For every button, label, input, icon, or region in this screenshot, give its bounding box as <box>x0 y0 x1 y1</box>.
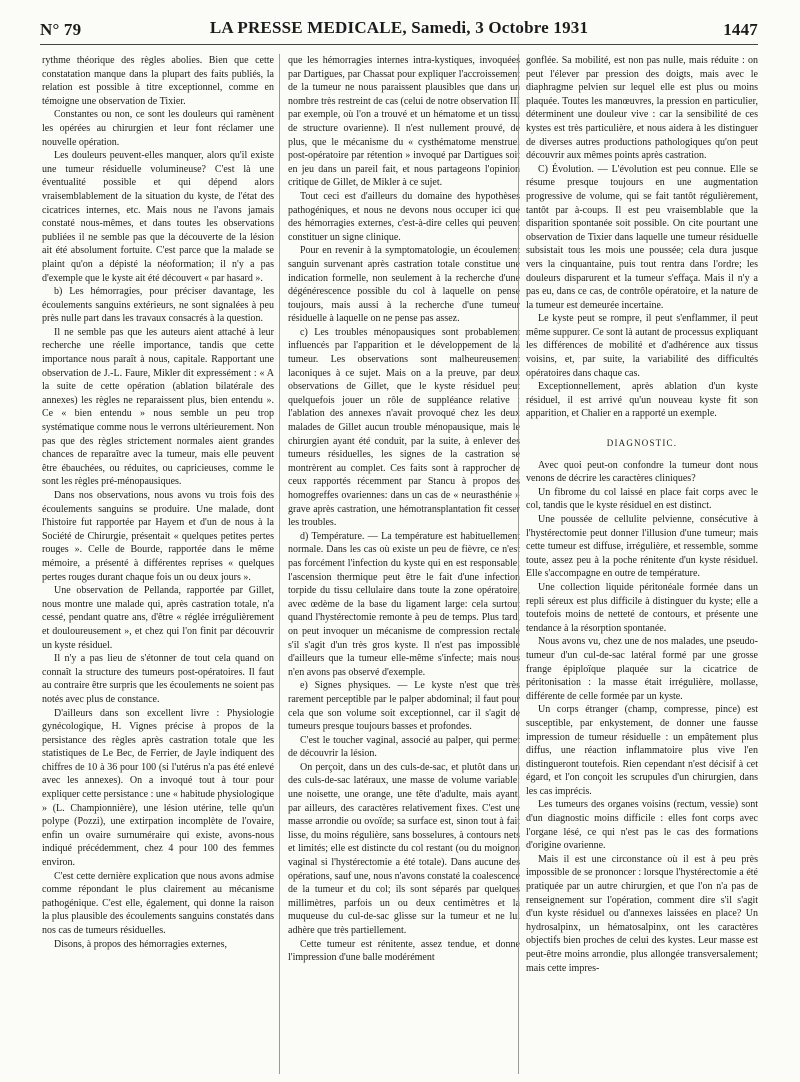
paragraph: C'est cette dernière explication que nous avons admise comme répondant le plus clairement au mécanisme pathogénique. C'est elle, également, qui donne la raison la plus plausible des écoulements sanguins constatés dans nos cas de tumeurs résiduelles. <box>42 870 274 936</box>
paragraph: Les tumeurs des organes voisins (rectum, vessie) sont d'un diagnostic moins difficile : elles font corps avec l'organe lésé, ce qui n'est pas le cas des formations d'origine ovarienne. <box>526 799 758 852</box>
paragraph: Constantes ou non, ce sont les douleurs qui ramènent les opérées au chirurgien et leur font réclamer une nouvelle opération. <box>42 109 274 148</box>
paragraph: Mais il est une circonstance où il est à peu près impossible de se prononcer : lorsque l'hystérectomie a été pratiquée par un autre chirurgien, et que l'on n'a pas de renseignement sur l'opération, comment dire s'il s'agit d'un kyste résiduel ou d'annexes laissées en place? Un hydrosalpinx, un hématosalpinx, ont les caractères objectifs bien proches de celui des kystes. Leur masse est peut-être moins arrondie, plus allongée transversalement; mais cette impres- <box>526 853 758 974</box>
issue-number: N° 79 <box>40 20 82 39</box>
paragraph: Exceptionnellement, après ablation d'un kyste résiduel, il est arrivé qu'un nouveau kyste fit son apparition, et Chalier en a rapporté un exemple. <box>526 381 758 420</box>
paragraph: Nous avons vu, chez une de nos malades, une pseudo-tumeur d'un cul-de-sac latéral formé par une grosse frange épiploïque plaquée sur la cicatrice de péritonisation : la masse était irrégulière, mollasse, différente de celle formée par un kyste. <box>526 636 758 702</box>
paragraph: Dans nos observations, nous avons vu trois fois des écoulements sanguins se produire. Une malade, dont l'histoire fut rapportée par Hayem et d'un de nous à la Société de Chirurgie, présentait « quelques petites pertes rouges ». Celle de Bourde, rapportée dans le même mémoire, a présenté à différentes reprises « quelques pertes rouges durant chaque fois un ou deux jours ». <box>42 490 274 583</box>
column-divider <box>518 54 519 1074</box>
paragraph: c) Les troubles ménopausiques sont probablement influencés par l'apparition et le développement de la tumeur. Les observations sont malheureusement laconiques à ce sujet. Mais on a la preuve, par deux observations de Gillet, que le kyste résiduel peut quelquefois jouer un rôle de suppléance relative : l'ablation des annexes n'avait provoqué chez les deux malades de Gillet aucun trouble ménopausique, mais le chirurgien ayant été conduit, par la suite, à enlever des tumeurs résiduelles, les signes de la castration se montrèrent au complet. Ces faits sont à rapprocher de ceux rapportés récemment par Stancu à propos des homogreffes ovariennes: dans un cas de « neurasthénie » grave après castration, une hémotransplantation fit cesser les troubles. <box>288 326 520 529</box>
paragraph: Les douleurs peuvent-elles manquer, alors qu'il existe une tumeur résiduelle volumineuse? C'est là une éventualité possible et qui dépend alors vraisemblablement de la situation du kyste, de l'état des cicatrices internes, etc. Mais nous ne l'avons jamais constaté nous-mêmes, et dans toutes les observations publiées il ne semble pas que la découverte de la lésion ait été absolument fortuite. C'est parce que la malade se plaint qu'on a dépisté la néoformation; il n'y a pas d'exemple que le kyste ait été découvert « par hasard ». <box>42 150 274 284</box>
paragraph: C) Évolution. — L'évolution est peu connue. Elle se résume presque toujours en une augmentation progressive de volume, qui se fait tantôt régulièrement, tantôt par à-coups. Il est peu vraisemblable que la disparition spontanée soit possible. On cite pourtant une observation de Tixier dans laquelle une tumeur résiduelle subsistait tous les mois une poussée; cela dura jusque vers la cinquantaine, puis tout rentra dans l'ordre; les douleurs disparurent et la tumeur s'effaça. Mais il n'y a pas eu, dans ce cas, de contrôle opératoire, et la nature de la tumeur est demeurée incertaine. <box>526 163 758 311</box>
text-column-3 <box>526 54 758 1074</box>
paragraph: Avec quoi peut-on confondre la tumeur dont nous venons de décrire les caractères cliniques? <box>526 459 758 485</box>
paragraph: On perçoit, dans un des culs-de-sac, et plutôt dans un des culs-de-sac latéraux, une masse de volume variable: une noisette, une orange, une tête d'adulte, mais ayant, par ailleurs, des caractères relativement fixes. C'est une masse arrondie ou ovoïde; sa surface est, sinon tout à fait lisse, du moins régulière, sans bosselures, à contours nets et limités; elle est distincte du col restant (ou du moignon vaginal si l'hystérectomie a été totale). Dans aucune des opérations, sauf une, nous n'avons constaté la coalescence de la tumeur et du col; ils sont séparés par quelques millimètres, parfois un ou deux centimètres et la muqueuse du cul-de-sac glisse sur la tumeur et ne lui adhère que très partiellement. <box>288 761 520 936</box>
paragraph: Pour en revenir à la symptomatologie, un écoulement sanguin survenant après castration totale constitue une indication formelle, non seulement à la recherche d'une dégénérescence possible du col à laquelle on pense toujours, mais aussi à la recherche d'une tumeur résiduelle à laquelle on ne pense pas assez. <box>288 245 520 325</box>
paragraph: Il ne semble pas que les auteurs aient attaché à leur recherche une réelle importance, tandis que cette importance nous paraît à nous, capitale. Rapportant une observation de J.-L. Faure, Mikler dit expressément : « A la suite de cette opération (ablation bilatérale des annexes) les règles ne reparaissent plus, bien entendu ». Ce « bien entendu » nous semble un peu trop systématique comme nous le verrons ultérieurement. Non pas que des règles strictement normales aient grandes chances de reparaître avec la tumeur, mais elle peuvent être ébauchées, ou réduites, ou capricieuses, comme le sont les règles pré-ménopausiques. <box>42 326 274 488</box>
paragraph: Cette tumeur est rénitente, assez tendue, et donne l'impression d'une balle modérément <box>288 938 520 964</box>
paragraph: Tout ceci est d'ailleurs du domaine des hypothèses pathogéniques, et nous ne devons nous occuper ici que des hémorragies externes, c'est-à-dire celles qui peuvent constituer un signe clinique. <box>288 190 520 243</box>
column-divider <box>279 54 280 1074</box>
text-column-2 <box>288 54 520 1074</box>
paragraph: Disons, à propos des hémorragies externes, <box>54 938 228 950</box>
paragraph: Un fibrome du col laissé en place fait corps avec le col, tandis que le kyste résiduel en est distinct. <box>526 486 758 512</box>
paragraph: Le kyste peut se rompre, il peut s'enflammer, il peut même suppurer. Ce sont là autant de processus expliquant les différences de mobilité et d'adhérence aux tissus voisins, et, par suite, la variabilité des difficultés opératoires dans chaque cas. <box>526 313 758 379</box>
paragraph: Une observation de Pellanda, rapportée par Gillet, nous montre une malade qui, après castration totale, n'a cessé, pendant quatre ans, d'être « réglée irrégulièrement et douloureusement », et chez qui l'on finit par découvrir un kyste résiduel. <box>42 585 274 651</box>
page-number: 1447 <box>723 20 758 39</box>
text-column-1 <box>42 54 274 1074</box>
paragraph: D'ailleurs dans son excellent livre : Physiologie gynécologique, H. Vignes précise à propos de la persistance des règles après castration totale que les statistiques de Le Bec, de Ferrier, de Jayle indiquent des chiffres de 10 à 36 pour 100 (si l'utérus n'a pas été enlevé avec les annexes). On a invoqué tout à tour pour expliquer cette persistance : une « habitude physiologique » (L. Championnière), une lésion utérine, telle qu'un polype (Pozzi), une extirpation incomplète de l'ovaire, enfin un ovaire surnuméraire qui existe, avons-nous indiqué précédemment, chez 4 pour 100 des femmes environ. <box>42 707 274 869</box>
page-header <box>40 18 758 42</box>
paragraph: C'est le toucher vaginal, associé au palper, qui permet de découvrir la lésion. <box>288 734 520 760</box>
paragraph: d) Température. — La température est habituellement normale. Dans les cas où existe un peu de fièvre, ce n'est pas forcément l'infection du kyste qui en est responsable; l'ascension thermique peut être le fait d'une infection torpide du tissu cellulaire dans toute la zone opératoire, avec œdème de la base du ligament large: cela surtout quand l'hystérectomie remonte à peu de temps. Plus tard, on peut invoquer un mécanisme de compression rectale s'il s'agit d'un très gros kyste. Il n'est pas impossible d'ailleurs que la tumeur elle-même s'infecte; mais nous n'en avons pas observé d'exemple. <box>288 530 520 678</box>
paragraph: Une poussée de cellulite pelvienne, consécutive à l'hystérectomie peut donner l'illusion d'une tumeur; mais cette tumeur est diffuse, irrégulière, et ressemble, somme toute, assez peu à la poche rénitente d'un kyste résiduel. Elle s'accompagne en outre de température. <box>526 514 758 580</box>
paragraph: b) Les hémorragies, pour préciser davantage, les écoulements sanguins extérieurs, ne sont signalées à peu près nulle part dans les travaux consacrés à la question. <box>42 286 274 325</box>
paragraph: que les hémorragies internes intra-kystiques, invoquées par Dartigues, par Chassat pour expliquer l'accroissement de la tumeur ne nous paraissent plausibles que dans un nombre très restreint de cas (celui de notre observation III par exemple, où l'on a trouvé et un hématome et un tissu de structure ovarienne). Il n'est nullement prouvé, de plus, que le mécanisme du « cysthématome menstruel post-opératoire par rétention » invoqué par Dartigues soit en jeu dans un pareil fait, et nous partageons l'opinion critique de Gillet, de Mikler à ce sujet. <box>288 55 520 189</box>
journal-title-date: LA PRESSE MEDICALE, Samedi, 3 Octobre 1931 <box>209 18 589 37</box>
paragraph: Un corps étranger (champ, compresse, pince) est susceptible, par enkystement, de donner une fausse impression de tumeur résiduelle : un empâtement plus diffus, une réaction inflammatoire plus vive l'en distingueront toutefois. Rien cependant n'est décisif à cet égard, et l'on conçoit les scrupules d'un chirurgien, dans les cas imprécis. <box>526 704 758 797</box>
paragraph: rythme théorique des règles abolies. Bien que cette constatation manque dans la plupart des faits publiés, la relation est possible à titre exceptionnel, comme en témoigne une observation de Tixier. <box>42 55 274 107</box>
header-rule <box>40 44 758 45</box>
paragraph: e) Signes physiques. — Le kyste n'est que très rarement perceptible par le palper abdominal; il faut pour cela que son volume soit exceptionnel, car il s'agit de tumeurs presque toujours basses et profondes. <box>288 680 520 733</box>
paragraph: gonflée. Sa mobilité, est non pas nulle, mais réduite : on peut l'élever par pression des doigts, mais avec le diaphragme pelvien sur lequel elle est plus ou moins plaquée. Toutes les manœuvres, la pression en particulier, déterminent une douleur vive : car la sensibilité de ces kystes est très particulière, et nous aidera à les distinguer de diverses autres productions pathologiques qu'on peut découvrir aux mêmes points après castration. <box>526 55 758 162</box>
section-heading-diagnostic: DIAGNOSTIC. <box>606 438 678 449</box>
paragraph: Une collection liquide péritonéale formée dans un repli séreux est plus difficile à distinguer du kyste; elle a toutefois moins de netteté de contours, et présente une tendance à la résorption spontanée. <box>526 581 758 634</box>
paragraph: Il n'y a pas lieu de s'étonner de tout cela quand on connaît la structure des tumeurs post-opératoires. Il faut au contraire être surpris que les écoulements ne soient pas notés avec plus de constance. <box>42 653 274 705</box>
